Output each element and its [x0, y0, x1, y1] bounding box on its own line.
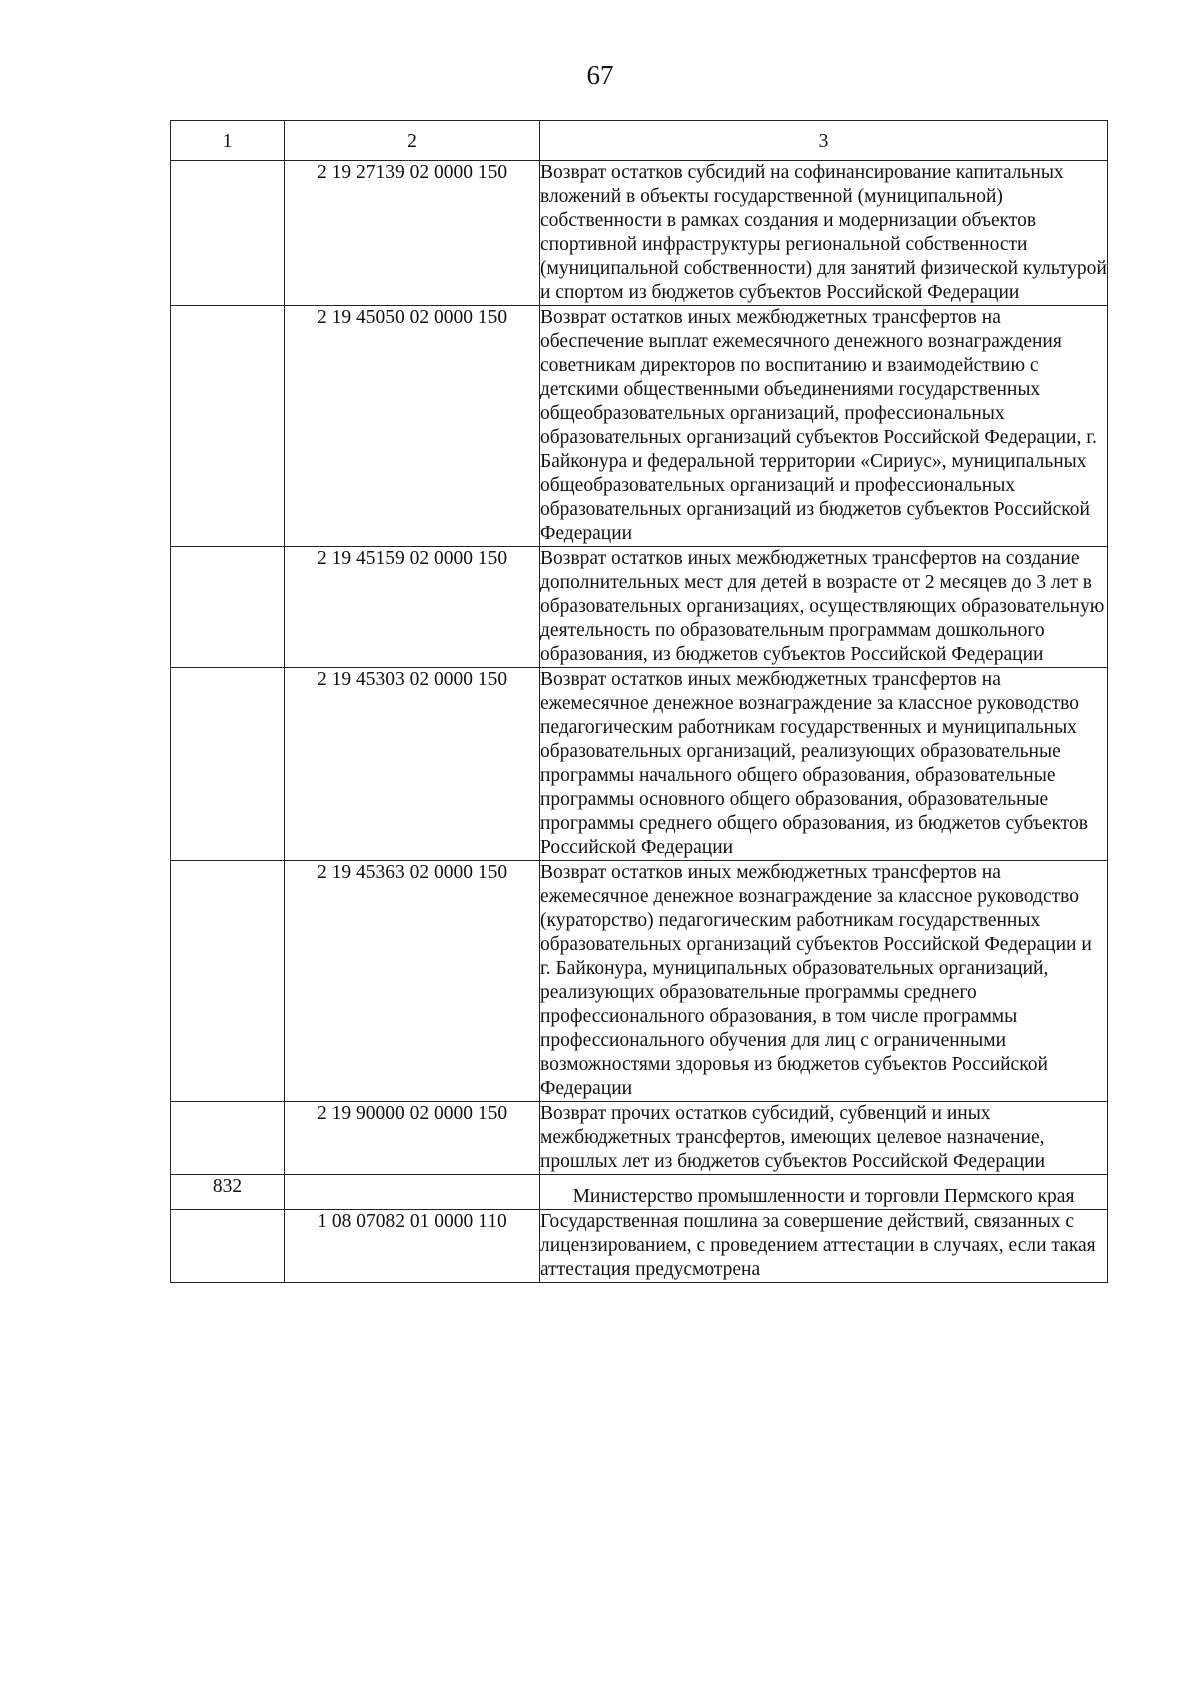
budget-code-cell: 2 19 45159 02 0000 150 [285, 547, 540, 668]
description-cell: Возврат остатков субсидий на софинансирование капитальных вложений в объекты государственной (муниципальной) собственности в рамках создания и модернизации объектов спортивной инфраструктуры региональной собственности (муниципальной собственности) для занятий физической культурой и спортом из бюджетов субъектов Российской Федерации [540, 161, 1108, 306]
description-cell: Возврат прочих остатков субсидий, субвенций и иных межбюджетных трансфертов, имеющих целевое назначение, прошлых лет из бюджетов субъектов Российской Федерации [540, 1102, 1108, 1175]
table-row-ministry [171, 1175, 1108, 1210]
budget-code-cell [285, 1175, 540, 1210]
budget-code-cell: 2 19 45363 02 0000 150 [285, 861, 540, 1102]
budget-code-table [170, 120, 1108, 1283]
budget-code-cell: 2 19 27139 02 0000 150 [285, 161, 540, 306]
description-cell: Возврат остатков иных межбюджетных трансфертов на ежемесячное денежное вознаграждение за классное руководство педагогическим работникам государственных и муниципальных образовательных организаций, реализующих образовательные программы начального общего образования, образовательные программы основного общего образования, образовательные программы среднего общего образования, из бюджетов субъектов Российской Федерации [540, 668, 1108, 861]
table-header-row [171, 121, 1108, 161]
admin-code-cell [171, 1210, 285, 1283]
budget-code-cell: 2 19 45050 02 0000 150 [285, 306, 540, 547]
budget-code-cell: 2 19 45303 02 0000 150 [285, 668, 540, 861]
admin-code-cell [171, 306, 285, 547]
table-row [171, 306, 1108, 547]
budget-code-cell: 1 08 07082 01 0000 110 [285, 1210, 540, 1283]
header-col-2: 2 [285, 121, 540, 161]
description-cell: Возврат остатков иных межбюджетных трансфертов на создание дополнительных мест для детей в возрасте от 2 месяцев до 3 лет в образовательных организациях, осуществляющих образовательную деятельность по образовательным программам дошкольного образования, из бюджетов субъектов Российской Федерации [540, 547, 1108, 668]
table-row [171, 668, 1108, 861]
description-cell: Государственная пошлина за совершение действий, связанных с лицензированием, с проведением аттестации в случаях, если такая аттестация предусмотрена [540, 1210, 1108, 1283]
admin-code-cell [171, 861, 285, 1102]
admin-code-cell [171, 161, 285, 306]
table-row [171, 161, 1108, 306]
table-row [171, 861, 1108, 1102]
header-col-1: 1 [171, 121, 285, 161]
description-cell: Возврат остатков иных межбюджетных трансфертов на ежемесячное денежное вознаграждение за классное руководство (кураторство) педагогическим работникам государственных образовательных организаций субъектов Российской Федерации и г. Байконура, муниципальных образовательных организаций, реализующих образовательные программы среднего профессионального образования, в том числе программы профессионального обучения для лиц с ограниченными возможностями здоровья из бюджетов субъектов Российской Федерации [540, 861, 1108, 1102]
admin-code-cell: 832 [171, 1175, 285, 1210]
page-number: 67 [586, 60, 614, 90]
description-cell: Возврат остатков иных межбюджетных трансфертов на обеспечение выплат ежемесячного денежного вознаграждения советникам директоров по воспитанию и взаимодействию с детскими общественными объединениями государственных общеобразовательных организаций, профессиональных образовательных организаций субъектов Российской Федерации, г. Байконура и федеральной территории «Сириус», муниципальных общеобразовательных организаций и профессиональных образовательных организаций из бюджетов субъектов Российской Федерации [540, 306, 1108, 547]
ministry-name-cell: Министерство промышленности и торговли Пермского края [540, 1175, 1108, 1210]
admin-code-cell [171, 547, 285, 668]
table-row [171, 547, 1108, 668]
admin-code-cell [171, 1102, 285, 1175]
budget-code-cell: 2 19 90000 02 0000 150 [285, 1102, 540, 1175]
header-col-3: 3 [540, 121, 1108, 161]
table-row [171, 1210, 1108, 1283]
table-row [171, 1102, 1108, 1175]
admin-code-cell [171, 668, 285, 861]
